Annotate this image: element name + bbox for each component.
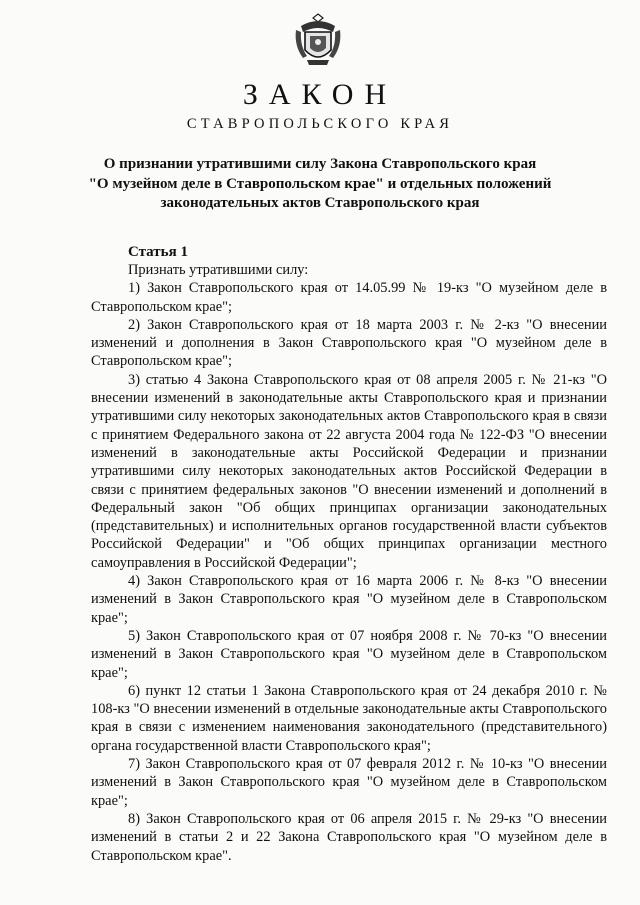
heading-line: "О музейном деле в Ставропольском крае" и отдельных положений <box>88 175 552 192</box>
document-title: ЗАКОН <box>242 78 398 111</box>
list-item: 6) пункт 12 статьи 1 Закона Ставропольского края от 24 декабря 2010 г. № 108-кз "О внесении изменений в отдельные законодательные акты Ставропольского края в связи с изменением наименования законодательного (представительного) органа государственной власти Ставропольского края"; <box>91 682 607 754</box>
list-item: 3) статью 4 Закона Ставропольского края от 08 апреля 2005 г. № 21-кз "О внесении изменений в законодательные акты Ставропольского края и признании утратившими силу некоторых законодательных актов Ставропольского края в связи с принятием Федерального закона от 22 августа 2004 года № 122-ФЗ "О внесении изменений в законодательные акты Российской Федерации и признании утратившими силу некоторых законодательных актов Российской Федерации в связи с принятием федеральных законов "О внесении изменений и дополнений в Федеральный закон "Об общих принципах организации законодательных (представительных) и исполнительных органов государственной власти субъектов Российской Федерации" и "Об общих принципах организации местного самоуправления в Российской Федерации"; <box>91 371 607 571</box>
article-intro: Признать утратившими силу: <box>128 262 309 278</box>
list-item: 1) Закон Ставропольского края от 14.05.99 № 19-кз "О музейном деле в Ставропольском крае"; <box>91 280 607 315</box>
list-item: 8) Закон Ставропольского края от 06 апреля 2015 г. № 29-кз "О внесении изменений в статьи 2 и 22 Закона Ставропольского края "О музейном деле в Ставропольском крае". <box>91 810 607 864</box>
heading-line: законодательных актов Ставропольского края <box>160 195 480 211</box>
article-body <box>91 261 607 865</box>
coat-of-arms-icon <box>293 12 343 68</box>
list-item: 2) Закон Ставропольского края от 18 марта 2003 г. № 2-кз "О внесении изменений и дополнения в Закон Ставропольского края "О музейном деле в Ставропольском крае"; <box>91 316 607 370</box>
list-item: 4) Закон Ставропольского края от 16 марта 2006 г. № 8-кз "О внесении изменений в Закон Ставропольского края "О музейном деле в Ставропольском крае"; <box>91 573 607 626</box>
list-item: 5) Закон Ставропольского края от 07 ноября 2008 г. № 70-кз "О внесении изменений в Закон Ставропольского края "О музейном деле в Ставропольском крае"; <box>91 627 607 681</box>
law-heading <box>60 155 580 214</box>
document-subtitle: СТАВРОПОЛЬСКОГО КРАЯ <box>186 116 454 132</box>
heading-line: О признании утратившими силу Закона Ставропольского края <box>103 156 537 172</box>
list-item: 7) Закон Ставропольского края от 07 февраля 2012 г. № 10-кз "О внесении изменений в Закон Ставропольского края "О музейном деле в Ставропольском крае"; <box>91 756 607 809</box>
article-title: Статья 1 <box>128 244 188 260</box>
